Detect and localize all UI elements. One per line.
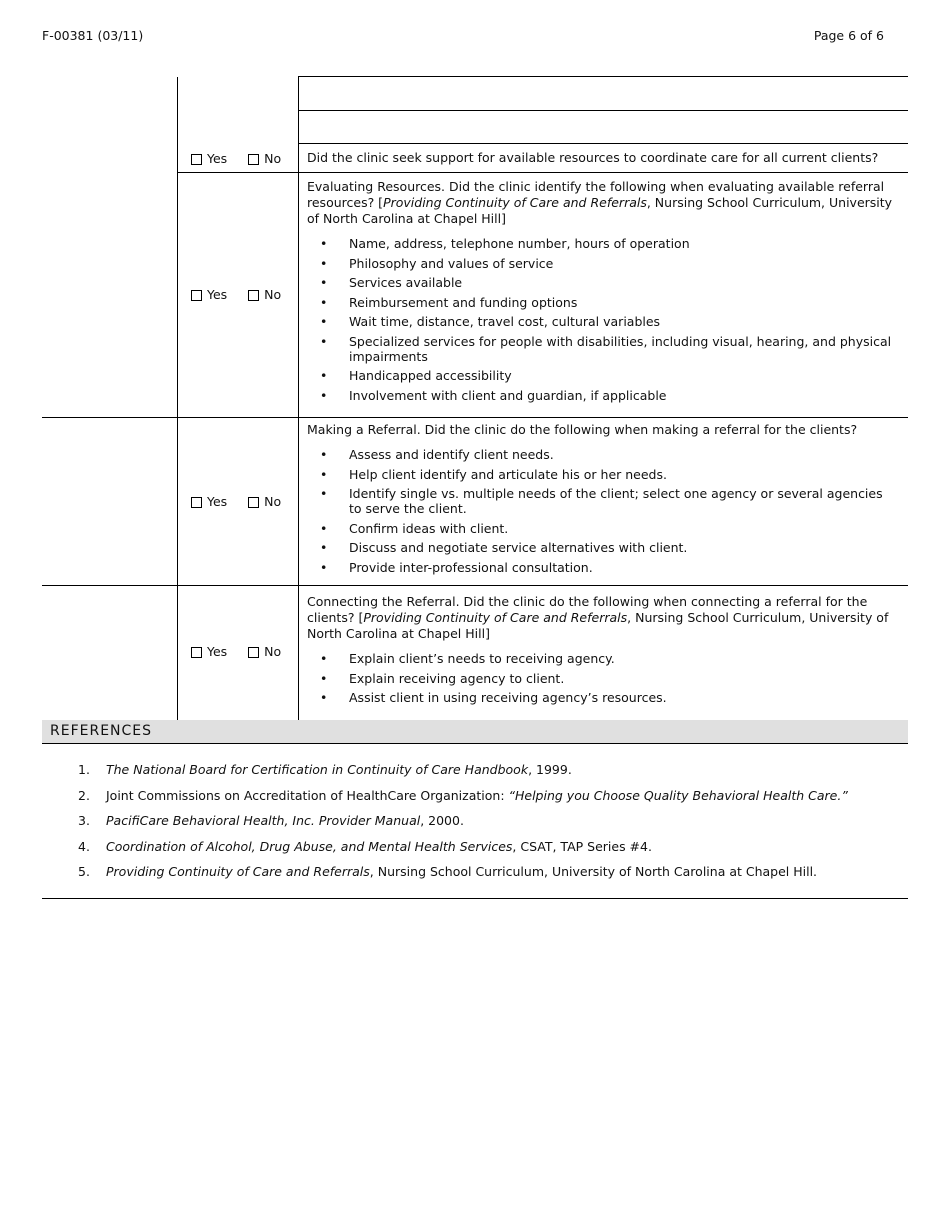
no-checkbox[interactable] bbox=[248, 154, 259, 165]
references-heading: REFERENCES bbox=[50, 723, 153, 739]
yes-label: Yes bbox=[207, 494, 228, 509]
yes-label: Yes bbox=[207, 287, 228, 302]
yes-label: Yes bbox=[207, 151, 228, 166]
yes-no-choice bbox=[191, 151, 281, 166]
row-line bbox=[42, 417, 908, 418]
row-line bbox=[177, 172, 908, 173]
question-support-resources: Did the clinic seek support for available resources to coordinate care for all current clients? bbox=[307, 150, 879, 165]
page-number: Page 6 of 6 bbox=[813, 28, 884, 43]
question-making-referral bbox=[307, 422, 897, 579]
list-item: • Specialized services for people with disabilities, including visual, hearing, and physical impairments bbox=[349, 334, 897, 364]
list-item: • Assist client in using receiving agency’s resources. bbox=[349, 690, 897, 705]
form-id: F-00381 (03/11) bbox=[42, 28, 144, 43]
list-item: • Explain client’s needs to receiving agency. bbox=[349, 651, 897, 666]
question-connecting-referral bbox=[307, 594, 897, 710]
list-item: • Philosophy and values of service bbox=[349, 256, 897, 271]
yes-label: Yes bbox=[207, 644, 228, 659]
no-checkbox[interactable] bbox=[248, 290, 259, 301]
no-label: No bbox=[264, 644, 282, 659]
no-checkbox[interactable] bbox=[248, 497, 259, 508]
list-item: • Confirm ideas with client. bbox=[349, 521, 897, 536]
references-heading-bar bbox=[42, 720, 908, 744]
bullet-list bbox=[307, 447, 897, 575]
list-item: • Help client identify and articulate his or her needs. bbox=[349, 467, 897, 482]
column-divider-right bbox=[298, 77, 299, 720]
row-line bbox=[298, 143, 908, 144]
list-item: • Discuss and negotiate service alternatives with client. bbox=[349, 540, 897, 555]
question-evaluating-resources bbox=[307, 179, 897, 407]
yes-no-choice bbox=[191, 644, 281, 659]
question-text: Evaluating Resources. Did the clinic identify the following when evaluating available referral resources? [Providing Continuity of Care and Referrals, Nursing School Curriculum, University of North Carolina at Chapel Hill] bbox=[307, 179, 893, 226]
list-item: • Name, address, telephone number, hours of operation bbox=[349, 236, 897, 251]
list-item: • Provide inter-professional consultation. bbox=[349, 560, 897, 575]
list-item: • Wait time, distance, travel cost, cultural variables bbox=[349, 314, 897, 329]
list-item: • Reimbursement and funding options bbox=[349, 295, 897, 310]
question-text: Making a Referral. Did the clinic do the following when making a referral for the clients? bbox=[307, 422, 858, 437]
yes-checkbox[interactable] bbox=[191, 497, 202, 508]
yes-checkbox[interactable] bbox=[191, 290, 202, 301]
no-checkbox[interactable] bbox=[248, 647, 259, 658]
list-item: • Identify single vs. multiple needs of the client; select one agency or several agencies to serve the client. bbox=[349, 486, 897, 516]
references-bottom-rule bbox=[42, 898, 908, 899]
list-item: • Explain receiving agency to client. bbox=[349, 671, 897, 686]
yes-checkbox[interactable] bbox=[191, 154, 202, 165]
list-item: • Handicapped accessibility bbox=[349, 368, 897, 383]
blank-cell[interactable] bbox=[299, 111, 908, 143]
yes-checkbox[interactable] bbox=[191, 647, 202, 658]
question-text: Connecting the Referral. Did the clinic do the following when connecting a referral for the clients? [Providing Continuity of Care and Referrals, Nursing School Curriculum, University of North Carolina at Chapel Hill] bbox=[307, 594, 889, 641]
blank-cell[interactable] bbox=[299, 77, 908, 110]
row-line bbox=[42, 585, 908, 586]
list-item: • Assess and identify client needs. bbox=[349, 447, 897, 462]
list-item: • Services available bbox=[349, 275, 897, 290]
no-label: No bbox=[264, 287, 282, 302]
yes-no-choice bbox=[191, 494, 281, 509]
yes-no-choice bbox=[191, 287, 281, 302]
bullet-list bbox=[307, 236, 897, 403]
column-divider-left bbox=[177, 77, 178, 720]
no-label: No bbox=[264, 151, 282, 166]
no-label: No bbox=[264, 494, 282, 509]
list-item: • Involvement with client and guardian, if applicable bbox=[349, 388, 897, 403]
bullet-list bbox=[307, 651, 897, 705]
